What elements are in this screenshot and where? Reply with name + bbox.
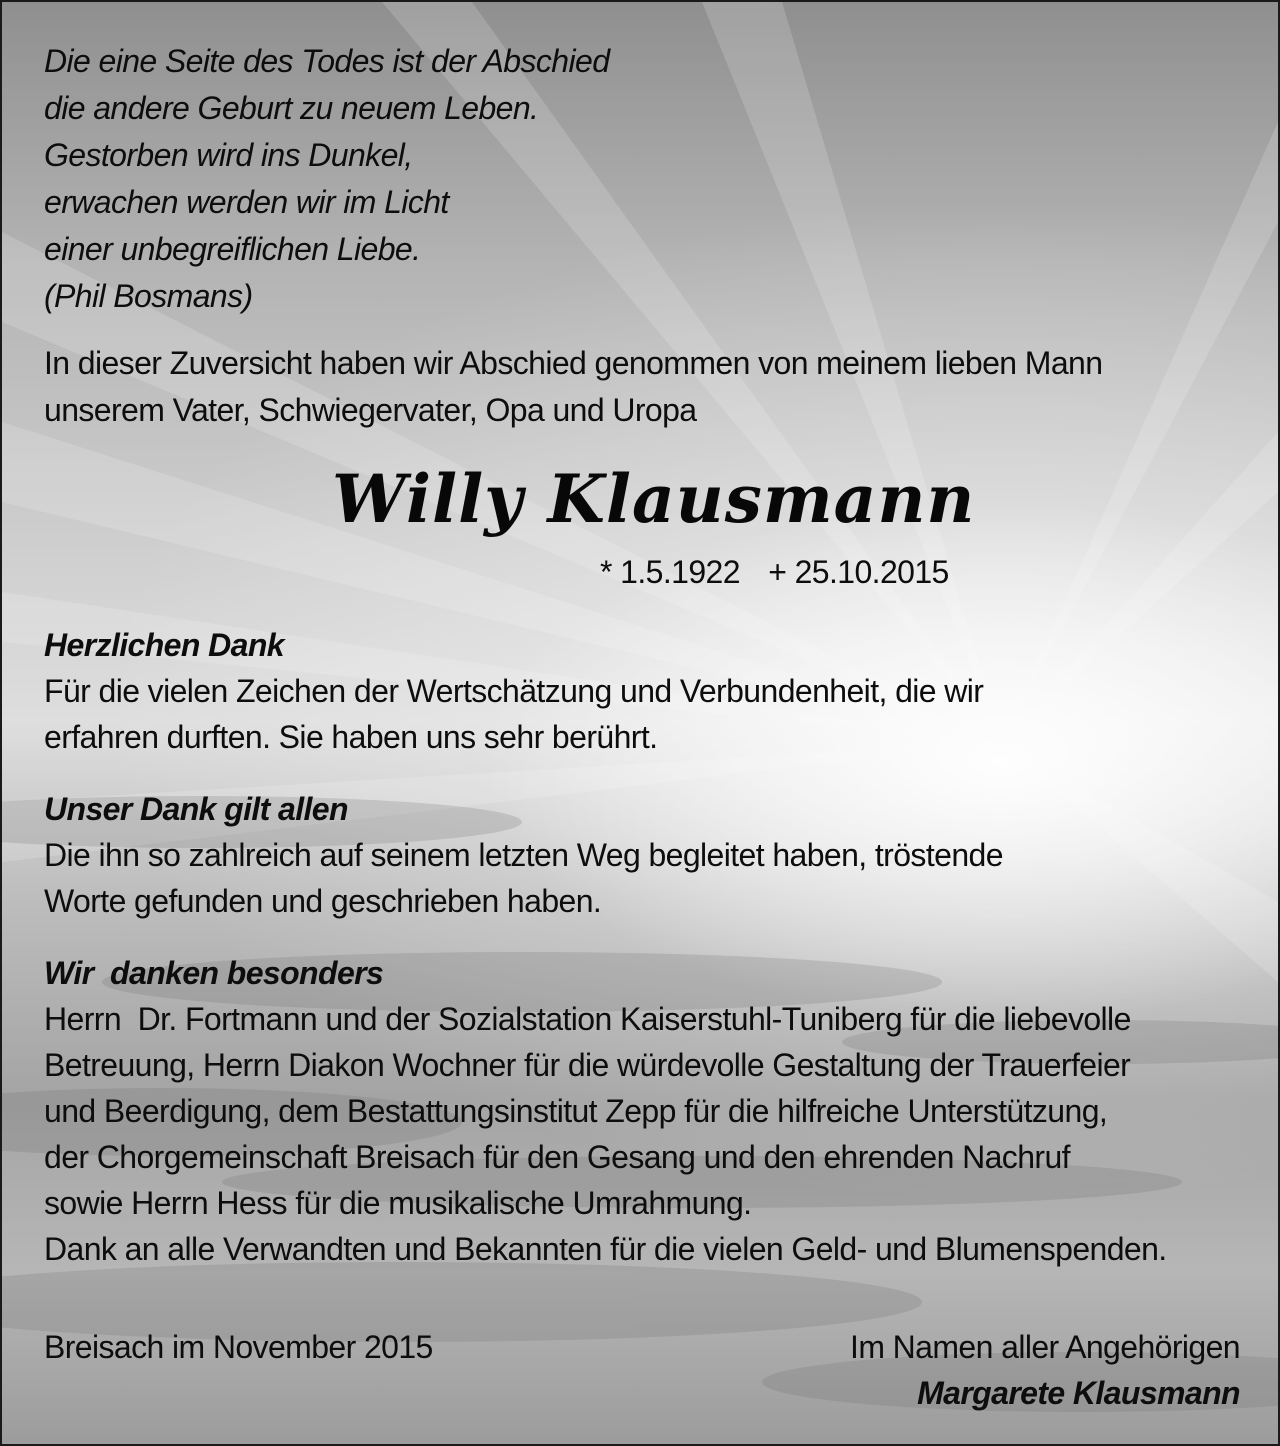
section-line: Betreuung, Herrn Diakon Wochner für die würdevolle Gestaltung der Trauerfeier <box>44 1047 1131 1083</box>
intro-line: In dieser Zuversicht haben wir Abschied genommen von meinem lieben Mann <box>44 345 1103 381</box>
poem-block <box>44 38 609 320</box>
section-line: der Chorgemeinschaft Breisach für den Gesang und den ehrenden Nachruf <box>44 1139 1070 1175</box>
signer-name: Margarete Klausmann <box>917 1375 1240 1411</box>
intro-text <box>44 340 1102 434</box>
section-heading: Wir danken besonders <box>44 955 384 991</box>
poem-line: erwachen werden wir im Licht <box>44 184 449 220</box>
section-line: Worte gefunden und geschrieben haben. <box>44 883 602 919</box>
section-line: Herrn Dr. Fortmann und der Sozialstation Kaiserstuhl-Tuniberg für die liebevolle <box>44 1001 1131 1037</box>
section-heading: Unser Dank gilt allen <box>44 791 348 827</box>
notice-content <box>2 2 1278 1444</box>
birth-date: * 1.5.1922 <box>600 554 740 590</box>
thanks-section <box>44 950 1167 1272</box>
death-date: + 25.10.2015 <box>768 554 949 590</box>
poem-line: die andere Geburt zu neuem Leben. <box>44 90 539 126</box>
section-line: sowie Herrn Hess für die musikalische Umrahmung. <box>44 1185 752 1221</box>
place-date: Breisach im November 2015 <box>44 1329 433 1365</box>
life-dates <box>600 552 949 592</box>
section-line: Für die vielen Zeichen der Wertschätzung und Verbundenheit, die wir <box>44 673 984 709</box>
section-line: erfahren durften. Sie haben uns sehr berührt. <box>44 719 658 755</box>
intro-line: unserem Vater, Schwiegervater, Opa und Uropa <box>44 392 697 428</box>
on-behalf-text: Im Namen aller Angehörigen <box>850 1329 1240 1365</box>
poem-attribution: (Phil Bosmans) <box>44 278 253 314</box>
poem-line: Die eine Seite des Todes ist der Abschied <box>44 43 610 79</box>
deceased-name: Willy Klausmann <box>332 460 976 538</box>
signature-block <box>850 1324 1240 1416</box>
section-line: Dank an alle Verwandten und Bekannten für die vielen Geld- und Blumenspenden. <box>44 1231 1167 1267</box>
section-line: Die ihn so zahlreich auf seinem letzten Weg begleitet haben, tröstende <box>44 837 1003 873</box>
poem-line: einer unbegreiflichen Liebe. <box>44 231 421 267</box>
thanks-section <box>44 622 983 760</box>
poem-line: Gestorben wird ins Dunkel, <box>44 137 413 173</box>
section-heading: Herzlichen Dank <box>44 627 284 663</box>
thanks-section <box>44 786 1003 924</box>
section-line: und Beerdigung, dem Bestattungsinstitut Zepp für die hilfreiche Unterstützung, <box>44 1093 1108 1129</box>
